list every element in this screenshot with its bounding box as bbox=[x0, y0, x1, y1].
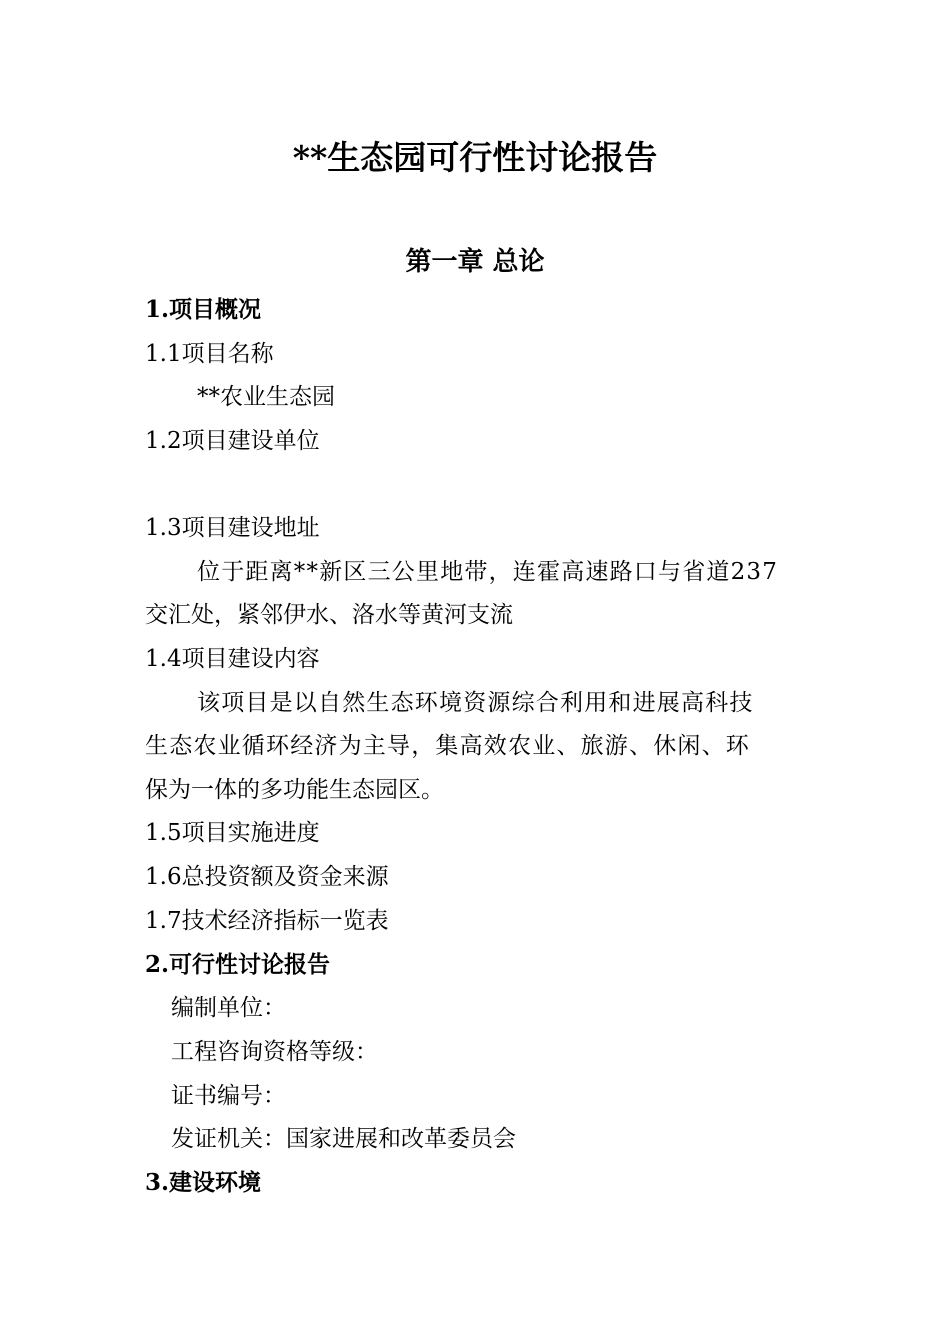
item-1-4-text-line-1: 该项目是以自然生态环境资源综合利用和进展高科技 bbox=[197, 690, 754, 716]
issuer-label: 发证机关：国家进展和改革委员会 bbox=[171, 1126, 516, 1152]
item-1-4-text-line-3: 保为一体的多功能生态园区。 bbox=[145, 777, 444, 803]
item-1-1-label: 1.1项目名称 bbox=[145, 341, 274, 367]
item-1-4-label: 1.4项目建设内容 bbox=[145, 646, 320, 672]
document-title: **生态园可行性讨论报告 bbox=[292, 138, 658, 177]
section-3-heading: 3.建设环境 bbox=[145, 1169, 262, 1196]
item-1-5-label: 1.5项目实施进度 bbox=[145, 820, 320, 846]
section-2-heading: 2.可行性讨论报告 bbox=[145, 951, 331, 978]
item-1-2-label: 1.2项目建设单位 bbox=[145, 428, 320, 454]
item-1-6-label: 1.6总投资额及资金来源 bbox=[145, 864, 389, 890]
section-1-heading: 1.项目概况 bbox=[145, 296, 262, 323]
item-1-4-text-line-2: 生态农业循环经济为主导，集高效农业、旅游、休闲、环 bbox=[145, 733, 750, 759]
item-1-3-text-line-1: 位于距离**新区三公里地带，连霍高速路口与省道237 bbox=[197, 559, 779, 585]
item-1-1-value: **农业生态园 bbox=[197, 384, 335, 410]
chapter-title: 第一章 总论 bbox=[405, 247, 545, 277]
compiler-label: 编制单位： bbox=[171, 995, 286, 1021]
certificate-label: 证书编号： bbox=[171, 1083, 286, 1109]
item-1-3-text-line-2: 交汇处，紧邻伊水、洛水等黄河支流 bbox=[145, 602, 513, 628]
qualification-label: 工程咨询资格等级： bbox=[171, 1039, 378, 1065]
item-1-7-label: 1.7技术经济指标一览表 bbox=[145, 908, 389, 934]
item-1-3-label: 1.3项目建设地址 bbox=[145, 515, 320, 541]
